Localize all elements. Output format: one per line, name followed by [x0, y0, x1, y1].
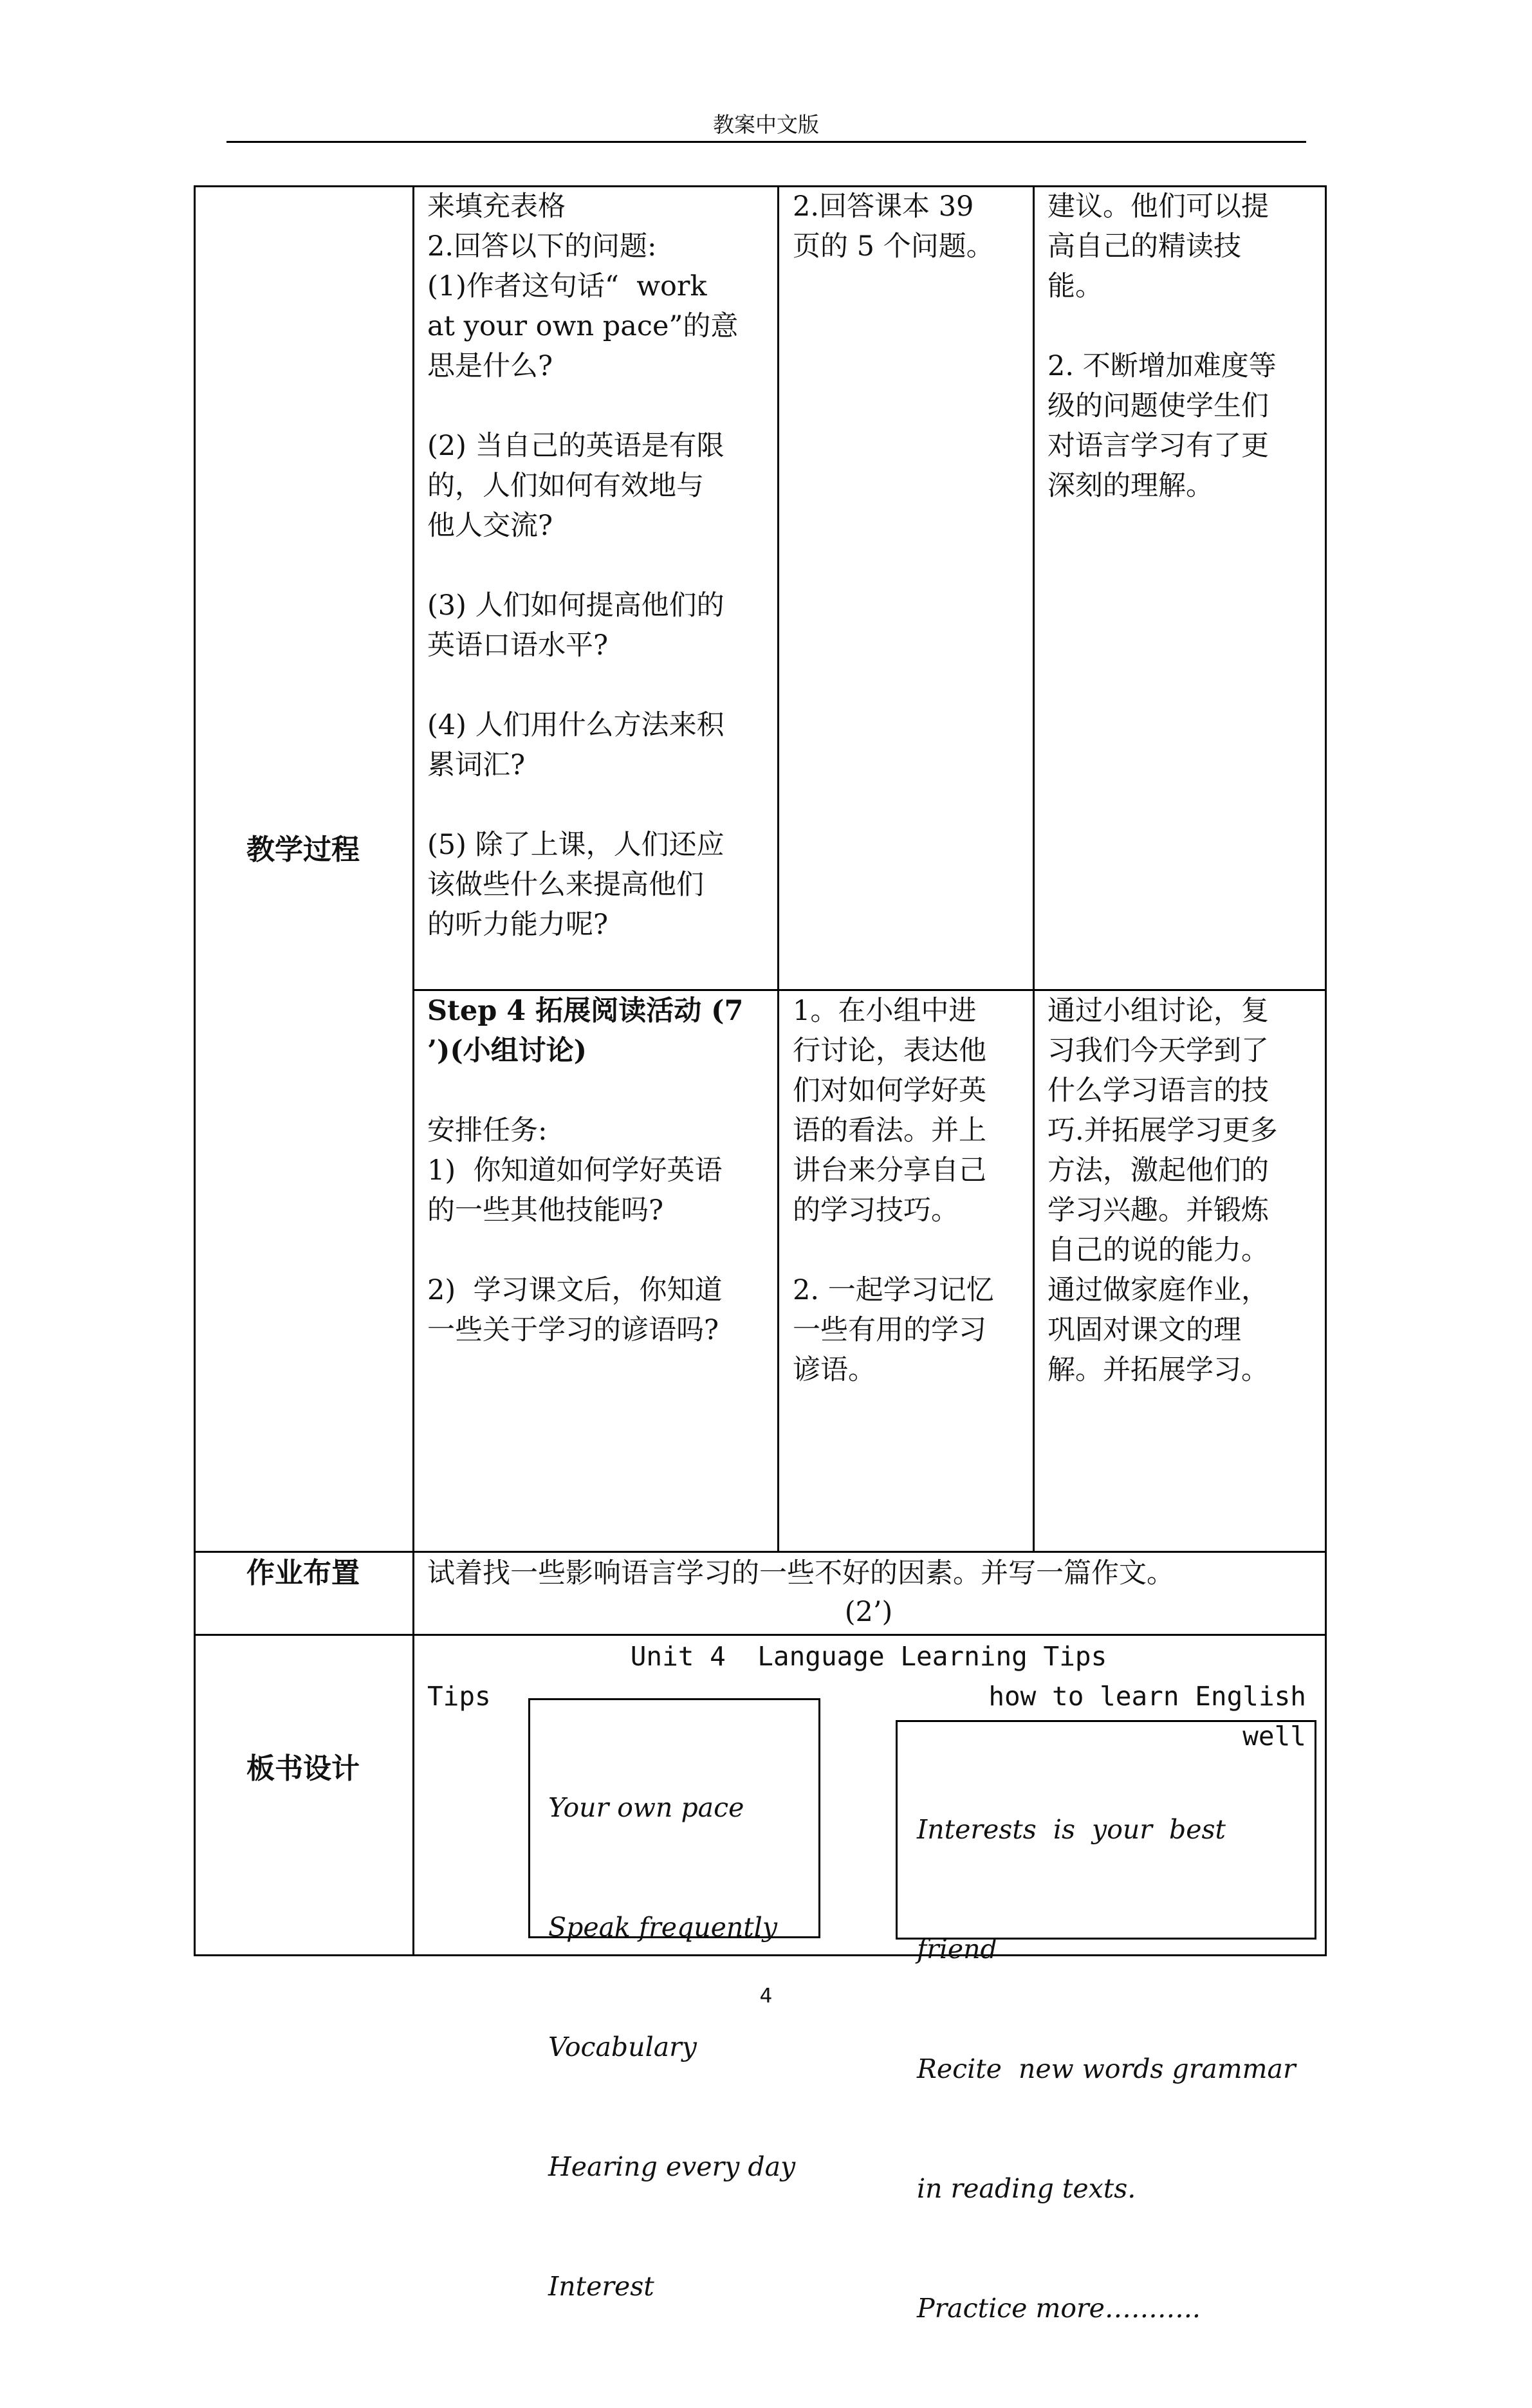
how-to-item: Interests is your best: [917, 1814, 1226, 1845]
process-student-text: 2.回答课本 39 页的 5 个问题。: [793, 190, 994, 263]
tips-item: Hearing every day: [548, 2151, 796, 2182]
table-row-divider-board: [194, 1634, 1327, 1636]
how-to-item: in reading texts.: [917, 2173, 1136, 2204]
board-title: Unit 4 Language Learning Tips: [630, 1641, 1107, 1672]
homework-time: (2’): [844, 1596, 893, 1628]
table-border-left: [194, 185, 196, 1956]
table-row-divider-homework: [194, 1551, 1327, 1553]
page-number: 4: [759, 1985, 773, 2008]
table-col-divider-2: [777, 185, 779, 1552]
how-to-item: Recite new words grammar: [917, 2053, 1296, 2084]
homework-text: 试着找一些影响语言学习的一些不好的因素。并写一篇作文。: [427, 1557, 1174, 1589]
row-label-teaching-process: 教学过程: [246, 833, 360, 866]
step4-purpose-text: 通过小组讨论，复 习我们今天学到了 什么学习语言的技 巧.并拓展学习更多 方法，激起他们的 学习兴趣。并锻炼 自己的说的能力。 通过做家庭作业， 巩固对课文的理 解。并拓展学习。: [1047, 995, 1278, 1386]
process-purpose-text: 建议。他们可以提 高自己的精读技 能。 2. 不断增加难度等 级的问题使学生们 对语言学习有了更 深刻的理解。: [1047, 190, 1277, 502]
step4-student-text: 1。在小组中进 行讨论，表达他 们对如何学好英 语的看法。并上 讲台来分享自己 的学习技巧。 2. 一起学习记忆 一些有用的学习 谚语。: [793, 995, 994, 1386]
how-to-item: friend: [917, 1934, 997, 1965]
tips-box: [528, 1698, 820, 2302]
tips-item: Vocabulary: [548, 2032, 697, 2062]
step4-title: Step 4 拓展阅读活动 (7 ’)(小组讨论): [427, 995, 744, 1067]
step4-tasks-text: 安排任务: 1) 你知道如何学好英语 的一些其他技能吗? 2) 学习课文后，你知道 一些关于学习的谚语吗?: [427, 1115, 723, 1346]
header-rule: [226, 141, 1306, 143]
board-how-to-label: how to learn English well: [988, 1681, 1322, 1752]
row-label-board-design: 板书设计: [246, 1752, 360, 1785]
table-border-right: [1325, 185, 1327, 1956]
process-activity-text: 来填充表格 2.回答以下的问题: (1)作者这句话“ work at your own pace”的意 思是什么? (2) 当自己的英语是有限 的，人们如何有效地与 他人交流? (3) 人们如何提高他们的 英语口语水平? (4) 人们用什么方法来积 累词汇? (5) 除了上课，人们还应 该做些什么来提高他们 的听力能力呢?: [427, 190, 739, 941]
tips-item: Speak frequently: [548, 1912, 778, 1943]
tips-item: Interest: [548, 2271, 654, 2302]
table-col-divider-1: [412, 185, 414, 1956]
row-label-homework: 作业布置: [246, 1557, 360, 1589]
board-tips-label: Tips: [427, 1681, 491, 1712]
how-to-item: Practice more………..: [917, 2293, 1201, 2324]
page-header-title: 教案中文版: [713, 112, 819, 137]
tips-item: Your own pace: [548, 1792, 744, 1823]
how-to-box: [896, 1720, 1316, 2324]
table-col-divider-3: [1033, 185, 1035, 1552]
